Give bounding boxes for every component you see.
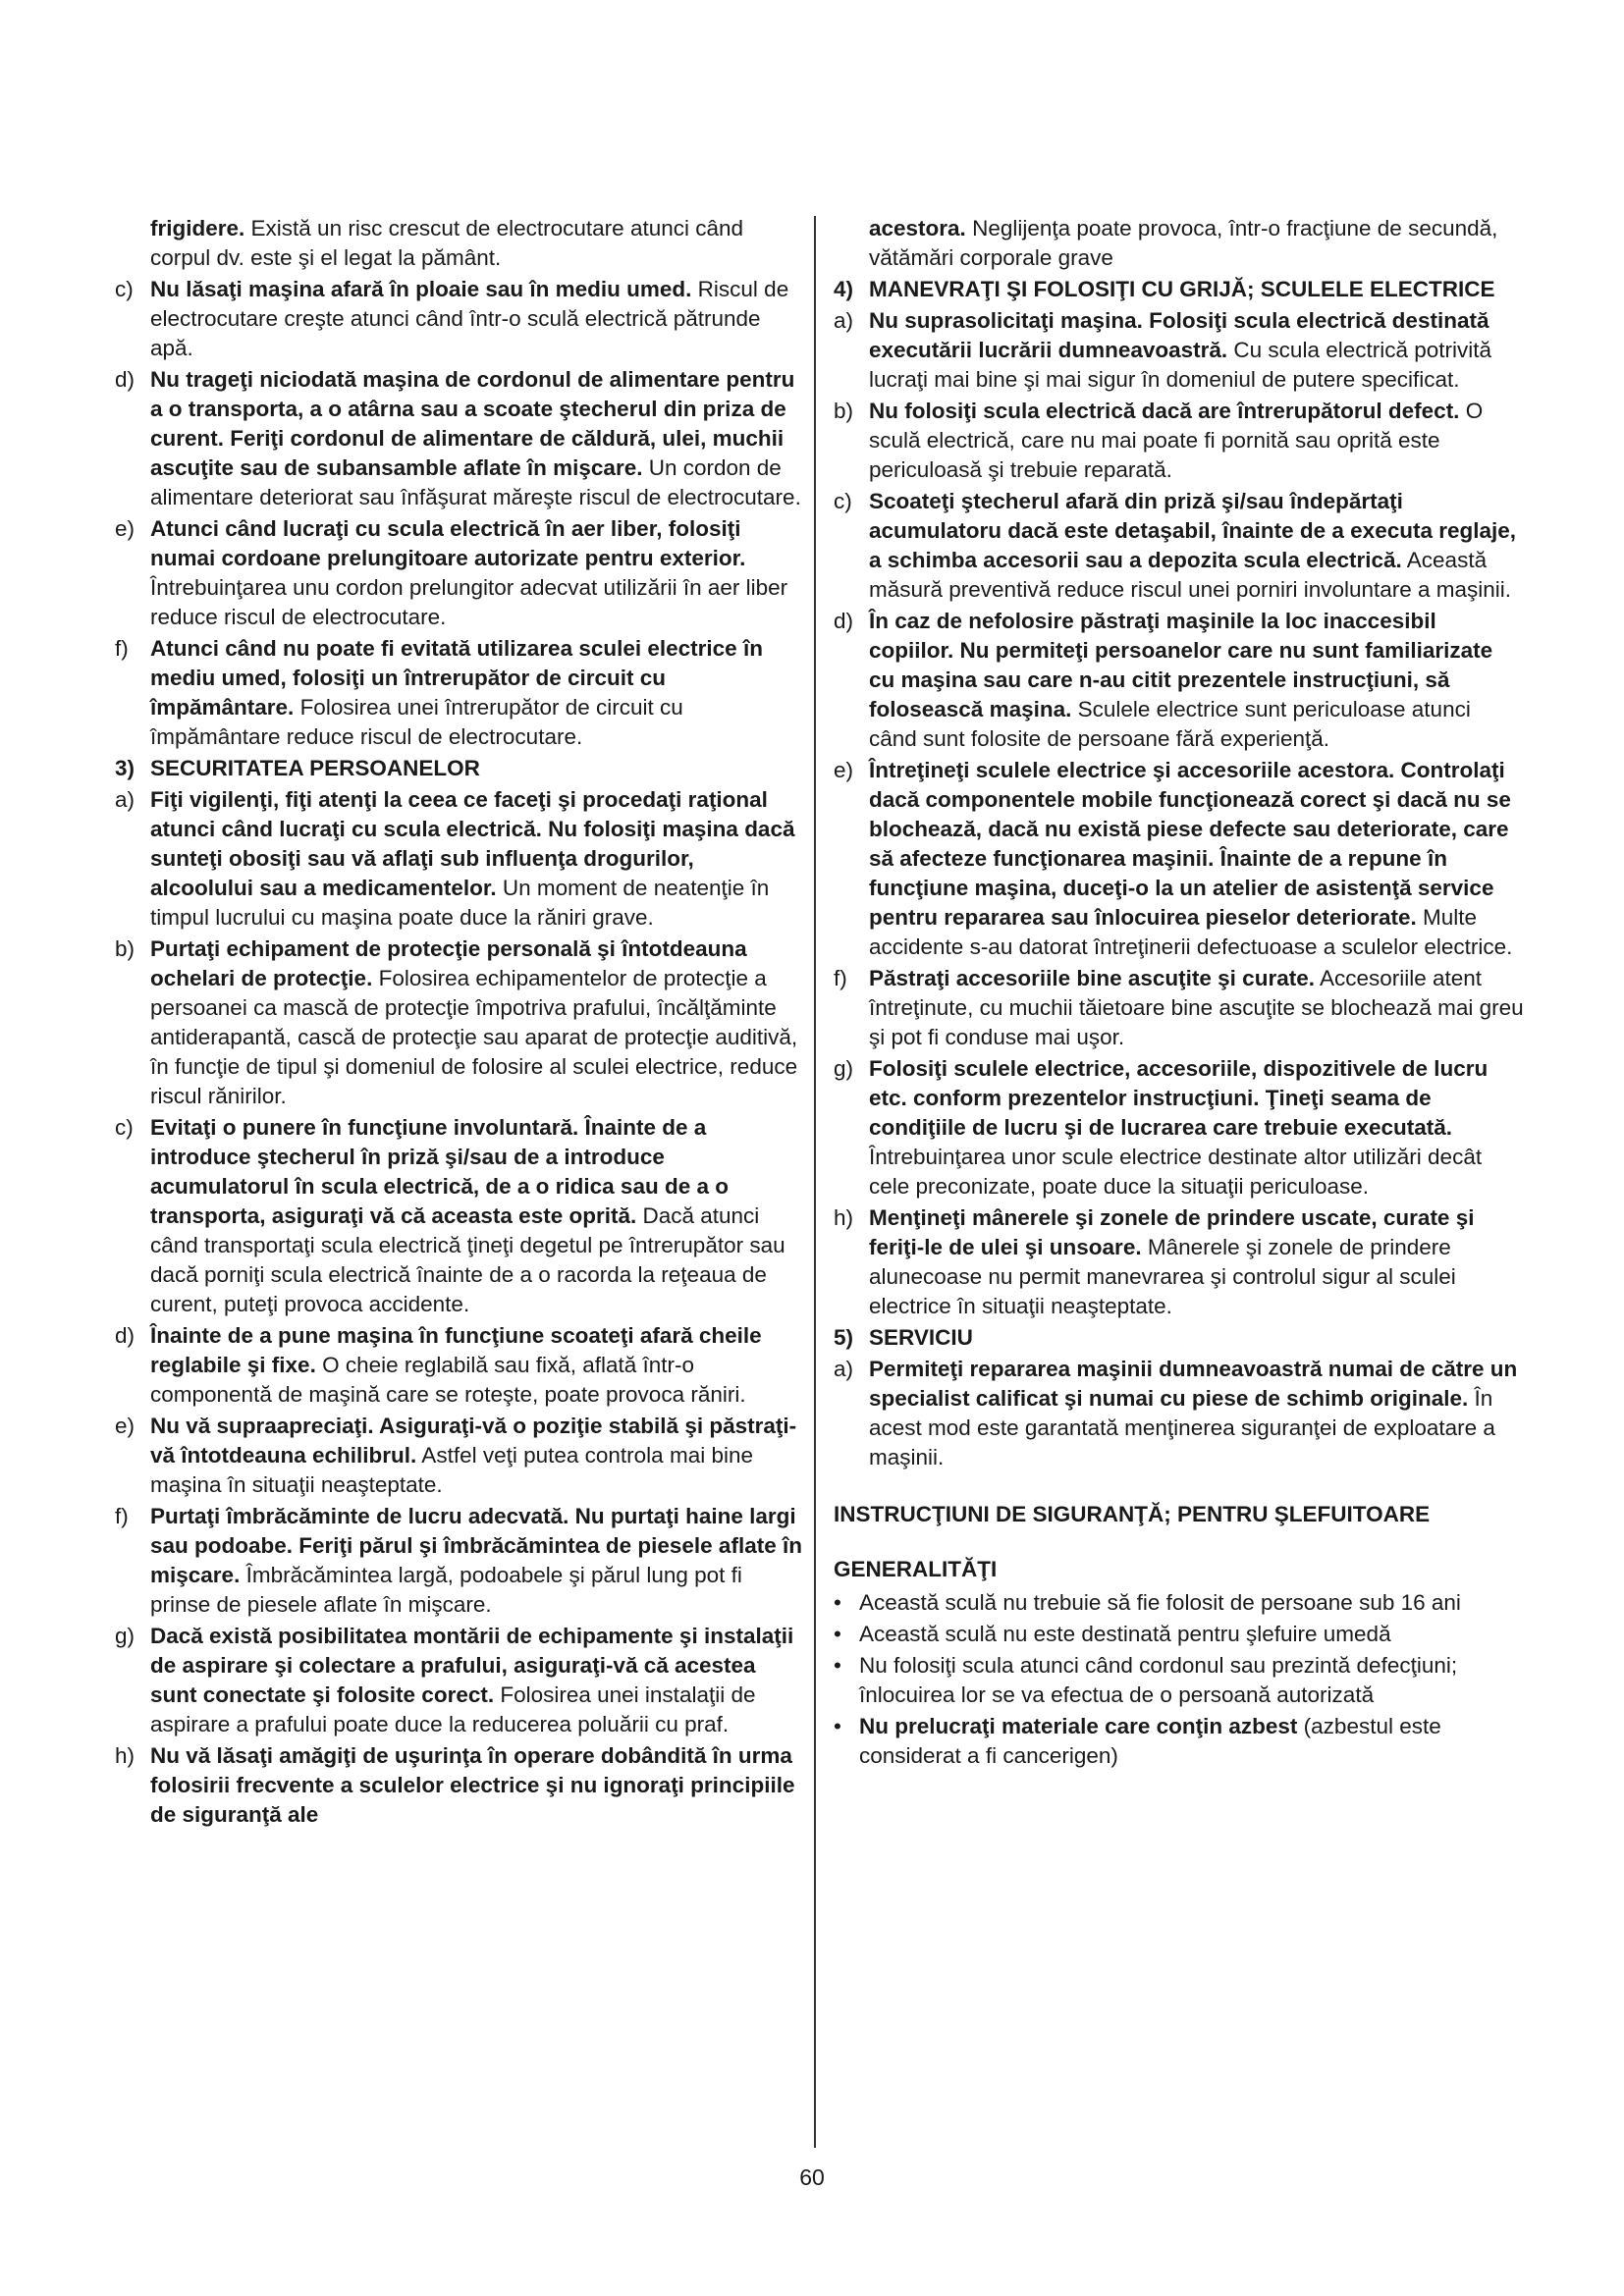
list-item-bold: Scoateţi ştecherul afară din priză şi/sau îndepărtaţi acumulatoru dacă este detaşabil, înainte de a executa reglaje, a schimba accesorii sau a depozita scula electrică. (869, 489, 1517, 572)
list-item-3h (115, 1741, 802, 1830)
list-item-text: Dacă atunci când transportaţi scula electrică ţineţi degetul pe întrerupător sau dacă porniţi scula electrică înainte de a o racorda la reţeaua de curent, puteţi provoca accidente. (150, 1203, 785, 1316)
list-item-c (115, 275, 802, 363)
list-item-body (869, 487, 1524, 605)
list-item-4d (834, 607, 1524, 754)
list-item-bold: Evitaţi o punere în funcţiune involuntară. Înainte de a introduce ştecherul în priză şi/sau de a introduce acumulatorul în scula electrică, de a o ridica sau de a o transporta, asiguraţi vă că aceasta este oprită. (150, 1115, 729, 1228)
list-item-text: Îmbrăcămintea largă, podoabele şi părul lung pot fi prinse de piesele aflate în mişcare. (150, 1563, 742, 1617)
list-item-body (869, 756, 1524, 962)
list-item-e (115, 514, 802, 632)
list-item-text: Întrebuinţarea unor scule electrice destinate altor utilizări decât cele preconizate, poate duce la situaţii periculoase. (869, 1145, 1483, 1199)
paragraph-continued (834, 214, 1524, 273)
list-marker: f) (115, 1504, 129, 1528)
paragraph-bold: acestora. (869, 216, 966, 240)
list-item-body (150, 785, 802, 933)
list-marker: a) (834, 308, 854, 333)
bullet-item (834, 1588, 1524, 1618)
general-title: GENERALITĂŢI (834, 1557, 998, 1581)
bullet-text: Această sculă nu trebuie să fie folosit de persoane sub 16 ani (859, 1590, 1461, 1615)
bullet-text: Această sculă nu este destinată pentru şlefuire umedă (859, 1622, 1391, 1646)
list-item-body (150, 514, 802, 632)
bullet-marker: • (834, 1653, 841, 1678)
list-item-3c (115, 1113, 802, 1319)
section-heading-3 (115, 754, 802, 783)
list-item-4h (834, 1203, 1524, 1321)
list-item-bold: Nu folosiţi scula electrică dacă are întrerupătorul defect. (869, 399, 1460, 423)
list-marker: a) (834, 1357, 854, 1381)
bullet-item (834, 1620, 1524, 1649)
list-item-body (150, 1502, 802, 1620)
list-item-text: Această măsură preventivă reduce riscul unei porniri involuntare a maşinii. (869, 548, 1512, 602)
paragraph-bold: frigidere. (150, 216, 245, 240)
list-marker: d) (115, 367, 135, 392)
list-marker: g) (115, 1624, 135, 1648)
list-item-body (150, 634, 802, 752)
section-title: MANEVRAŢI ŞI FOLOSIŢI CU GRIJĂ; SCULELE ELECTRICE (869, 277, 1495, 301)
list-item-text: O cheie reglabilă sau fixă, aflată într-o componentă de maşină care se roteşte, poate provoca răniri. (150, 1353, 746, 1407)
list-item-text: Accesoriile atent întreţinute, cu muchii tăietoare bine ascuţite se blochează mai greu şi pot fi conduse mai uşor. (869, 966, 1524, 1049)
section-number: 3) (115, 756, 135, 780)
bullet-body (859, 1620, 1524, 1649)
bullet-body (859, 1712, 1524, 1771)
list-item-bold: Nu suprasolicitaţi maşina. Folosiţi scula electrică destinată executării lucrării dumneavoastră. (869, 308, 1489, 362)
list-item-3a (115, 785, 802, 933)
list-item-body (150, 275, 802, 363)
list-item-bold: Nu vă supraapreciaţi. Asiguraţi-vă o poziţie stabilă şi păstraţi-vă întotdeauna echilibrul. (150, 1414, 797, 1468)
list-item-text: Folosirea unei întrerupător de circuit cu împământare reduce riscul de electrocutare. (150, 695, 683, 749)
list-marker: c) (115, 1115, 134, 1140)
list-item-bold: Permiteţi repararea maşinii dumneavoastră numai de către un specialist calificat şi numai cu piese de schimb originale. (869, 1357, 1518, 1411)
list-marker: h) (115, 1743, 135, 1768)
list-marker: d) (834, 609, 854, 633)
list-item-text: Întrebuinţarea unu cordon prelungitor adecvat utilizării în aer liber reduce riscul de electrocutare. (150, 575, 788, 629)
list-item-body (869, 1355, 1524, 1472)
list-marker: d) (115, 1323, 135, 1348)
list-marker: f) (115, 636, 129, 661)
list-item-body (869, 607, 1524, 754)
list-item-bold: În caz de nefolosire păstraţi maşinile la loc inaccesibil copiilor. Nu permiteţi persoanelor care nu sunt familiarizate cu maşina sau care n-au citit prezentele instrucţiuni, să folosească maşina. (869, 609, 1493, 721)
section-title: SECURITATEA PERSOANELOR (150, 756, 480, 780)
list-item-body (869, 306, 1524, 395)
list-item-3e (115, 1412, 802, 1500)
list-marker: b) (115, 936, 135, 961)
list-item-body (150, 934, 802, 1111)
list-item-3f (115, 1502, 802, 1620)
section-number: 5) (834, 1325, 854, 1350)
right-column (834, 214, 1524, 1773)
list-marker: f) (834, 966, 847, 990)
bullet-body (859, 1651, 1524, 1710)
list-item-bold: Atunci când nu poate fi evitată utilizarea sculei electrice în mediu umed, folosiţi un întrerupător de circuit cu împământare. (150, 636, 763, 720)
sander-safety-title: INSTRUCŢIUNI DE SIGURANŢĂ; PENTRU ŞLEFUITOARE (834, 1502, 1431, 1526)
list-item-bold: Purtaţi echipament de protecţie personală şi întotdeauna ochelari de protecţie. (150, 936, 747, 990)
list-item-f (115, 634, 802, 752)
list-item-bold: Întreţineţi sculele electrice şi accesoriile acestora. Controlaţi dacă componentele mobile funcţionează corect şi dacă nu se blochează, dacă nu există piese defecte sau deteriorate, care să afecteze funcţionarea maşinii. Înainte de a repune în funcţiune maşina, duceţi-o la un atelier de asistenţă service pentru repararea sau înlocuirea pieselor deteriorate. (869, 758, 1511, 930)
list-item-5a (834, 1355, 1524, 1472)
list-item-d (115, 365, 802, 512)
list-marker: a) (115, 787, 135, 812)
list-item-text: Folosirea unei instalaţii de aspirare a prafului poate duce la reducerea poluării cu praf. (150, 1682, 756, 1736)
list-item-body (869, 1203, 1524, 1321)
list-item-4c (834, 487, 1524, 605)
list-item-bold: Atunci când lucraţi cu scula electrică în aer liber, folosiţi numai cordoane prelungitoare autorizate pentru exterior. (150, 516, 746, 570)
list-marker: c) (115, 277, 134, 301)
bullet-text: Nu folosiţi scula atunci când cordonul sau prezintă defecţiuni; înlocuirea lor se va efectua de o persoană autorizată (859, 1653, 1458, 1707)
list-item-body (150, 365, 802, 512)
list-item-text: Un moment de neatenţie în timpul lucrului cu maşina poate duce la răniri grave. (150, 876, 770, 930)
list-item-body (869, 1054, 1524, 1201)
list-item-bold: Nu trageţi niciodată maşina de cordonul de alimentare pentru a o transporta, a o atârna sau a scoate ştecherul din priza de curent. Feriţi cordonul de alimentare de căldură, ulei, muchii ascuţite sau de subansamble aflate în mişcare. (150, 367, 795, 480)
section-title: SERVICIU (869, 1325, 973, 1350)
list-item-3g (115, 1622, 802, 1739)
bullet-bold: Nu prelucraţi materiale care conţin azbest (859, 1714, 1298, 1738)
list-item-3b (115, 934, 802, 1111)
list-item-bold: Înainte de a pune maşina în funcţiune scoateţi afară cheile reglabile şi fixe. (150, 1323, 762, 1377)
bullet-marker: • (834, 1622, 841, 1646)
list-item-text: O sculă electrică, care nu mai poate fi pornită sau oprită este periculoasă şi trebuie reparată. (869, 399, 1484, 482)
list-item-text: În acest mod este garantată menţinerea siguranţei de exploatare a maşinii. (869, 1386, 1495, 1469)
list-item-text: Mânerele şi zonele de prindere alunecoase nu permit manevrarea şi controlul sigur al sculei electrice în situaţii neaşteptate. (869, 1235, 1456, 1318)
bullet-marker: • (834, 1714, 841, 1738)
bullet-body (859, 1588, 1524, 1618)
list-item-bold: Nu vă lăsaţi amăgiţi de uşurinţa în operare dobândită în urma folosirii frecvente a sculelor electrice şi nu ignoraţi principiile de siguranţă ale (150, 1743, 795, 1827)
list-item-text: Sculele electrice sunt periculoase atunci când sunt folosite de persoane fără experienţă. (869, 697, 1471, 751)
list-item-body (150, 1622, 802, 1739)
list-item-bold: Păstraţi accesoriile bine ascuţite şi curate. (869, 966, 1315, 990)
list-item-bold: Nu lăsaţi maşina afară în ploaie sau în mediu umed. (150, 277, 692, 301)
list-marker: e) (115, 516, 135, 541)
list-item-text: Astfel veţi putea controla mai bine maşina în situaţii neaşteptate. (150, 1443, 753, 1497)
bullet-item (834, 1651, 1524, 1710)
list-item-4g (834, 1054, 1524, 1201)
list-item-bold: Menţineţi mânerele şi zonele de prindere uscate, curate şi feriţi-le de ulei şi unsoare. (869, 1205, 1475, 1259)
list-item-body (150, 1321, 802, 1410)
page-number: 60 (799, 2164, 825, 2190)
bullet-item (834, 1712, 1524, 1771)
paragraph-continued (115, 214, 802, 273)
list-item-4f (834, 964, 1524, 1052)
list-marker: c) (834, 489, 852, 513)
list-item-body (869, 397, 1524, 485)
list-item-4e (834, 756, 1524, 962)
list-marker: g) (834, 1056, 854, 1081)
list-item-text: Cu scula electrică potrivită lucraţi mai bine şi mai sigur în domeniul de putere specificat. (869, 338, 1492, 392)
list-item-bold: Fiţi vigilenţi, fiţi atenţi la ceea ce faceţi şi procedaţi raţional atunci când lucraţi cu scula electrică. Nu folosiţi maşina dacă sunteţi obosiţi sau vă aflaţi sub influenţa drogurilor, alcoolului sau a medicamentelor. (150, 787, 795, 900)
list-marker: e) (834, 758, 854, 782)
list-item-body (150, 1741, 802, 1830)
list-item-text: Un cordon de alimentare deteriorat sau înfăşurat măreşte riscul de electrocutare. (150, 455, 801, 509)
column-divider (814, 216, 816, 2148)
list-marker: h) (834, 1205, 854, 1230)
section-heading-5 (834, 1323, 1524, 1353)
list-item-4a (834, 306, 1524, 395)
paragraph-text: Neglijenţa poate provoca, într-o fracţiune de secundă, vătămări corporale grave (869, 216, 1498, 270)
paragraph-text: Există un risc crescut de electrocutare atunci când corpul dv. este şi el legat la pământ. (150, 216, 744, 270)
list-item-bold: Folosiţi sculele electrice, accesoriile, dispozitivele de lucru etc. conform prezentelor instrucţiuni. Ţineţi seama de condiţiile de lucru şi de lucrarea care trebuie executată. (869, 1056, 1489, 1140)
left-column (115, 214, 802, 1832)
section-number: 4) (834, 277, 854, 301)
list-item-4b (834, 397, 1524, 485)
list-marker: e) (115, 1414, 135, 1438)
list-item-text: Riscul de electrocutare creşte atunci când într-o sculă electrică pătrunde apă. (150, 277, 789, 360)
bullet-marker: • (834, 1590, 841, 1615)
list-item-bold: Dacă există posibilitatea montării de echipamente şi instalaţii de aspirare şi colectare a prafului, asiguraţi-vă că acestea sunt conectate şi folosite corect. (150, 1624, 794, 1707)
list-item-3d (115, 1321, 802, 1410)
list-item-body (150, 1113, 802, 1319)
list-item-text: Folosirea echipamentelor de protecţie a persoanei ca mască de protecţie împotriva prafului, încălţăminte antiderapantă, cască de protecţie sau aparat de protecţie auditivă, în funcţie de tipul şi domeniul de folosire al sculei electrice, reduce riscul rănirilor. (150, 966, 798, 1108)
list-item-bold: Purtaţi îmbrăcăminte de lucru adecvată. Nu purtaţi haine largi sau podoabe. Feriţi părul şi îmbrăcămintea de piesele aflate în mişcare. (150, 1504, 802, 1587)
list-item-body (869, 964, 1524, 1052)
list-item-body (150, 1412, 802, 1500)
list-marker: b) (834, 399, 854, 423)
bullet-text: (azbestul este considerat a fi cancerigen) (859, 1714, 1441, 1768)
section-heading-4 (834, 275, 1524, 304)
list-item-text: Multe accidente s-au datorat întreţinerii defectuoase a sculelor electrice. (869, 905, 1513, 959)
